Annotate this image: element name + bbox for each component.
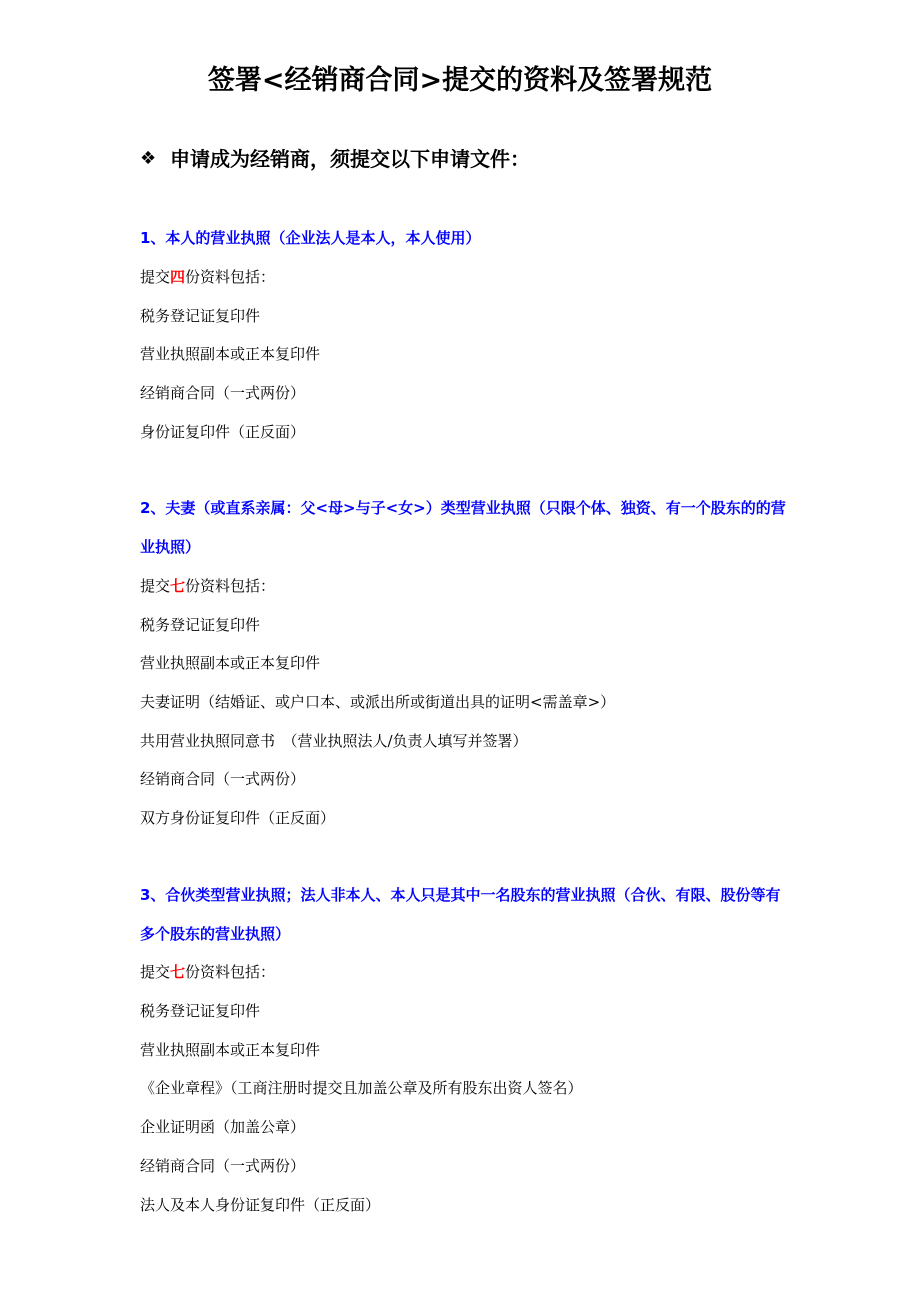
list-item: 税务登记证复印件 xyxy=(140,616,261,634)
document-title: 签署<经销商合同>提交的资料及签署规范 xyxy=(207,65,713,96)
section-3-heading: 3、合伙类型营业执照；法人非本人、本人只是其中一名股东的营业执照（合伙、有限、股份等有多个股东的营业执照） xyxy=(140,886,781,943)
list-item: 营业执照副本或正本复印件 xyxy=(140,654,321,672)
submit-count: 四 xyxy=(170,268,186,286)
list-item: 经销商合同（一式两份） xyxy=(140,384,306,402)
diamond-bullet-icon: ❖ xyxy=(140,148,157,169)
list-item: 税务登记证复印件 xyxy=(140,307,261,325)
list-item: 《企业章程》（工商注册时提交且加盖公章及所有股东出资人签名） xyxy=(140,1079,583,1097)
intro-line xyxy=(140,142,530,176)
list-item: 双方身份证复印件（正反面） xyxy=(140,809,336,827)
submit-count: 七 xyxy=(170,577,186,595)
section-1-heading: 1、本人的营业执照（企业法人是本人，本人使用） xyxy=(140,229,481,247)
submit-count: 七 xyxy=(170,963,186,981)
list-item: 经销商合同（一式两份） xyxy=(140,770,306,788)
list-item: 身份证复印件（正反面） xyxy=(140,423,306,441)
list-item: 营业执照副本或正本复印件 xyxy=(140,345,321,363)
list-item: 营业执照副本或正本复印件 xyxy=(140,1041,321,1059)
section-2-heading: 2、夫妻（或直系亲属：父<母>与子<女>）类型营业执照（只限个体、独资、有一个股东的的营业执照） xyxy=(140,499,786,556)
intro-text: 申请成为经销商，须提交以下申请文件： xyxy=(170,147,530,171)
list-item: 税务登记证复印件 xyxy=(140,1002,261,1020)
section-2-submit-line: 提交七份资料包括： xyxy=(140,577,276,595)
list-item: 法人及本人身份证复印件（正反面） xyxy=(140,1196,381,1214)
section-3-submit-line: 提交七份资料包括： xyxy=(140,963,276,981)
list-item: 经销商合同（一式两份） xyxy=(140,1157,306,1175)
list-item: 企业证明函（加盖公章） xyxy=(140,1118,306,1136)
section-1-submit-line: 提交四份资料包括： xyxy=(140,268,276,286)
list-item: 夫妻证明（结婚证、或户口本、或派出所或街道出具的证明<需盖章>） xyxy=(140,693,616,711)
list-item: 共用营业执照同意书 （营业执照法人/负责人填写并签署） xyxy=(140,732,528,750)
